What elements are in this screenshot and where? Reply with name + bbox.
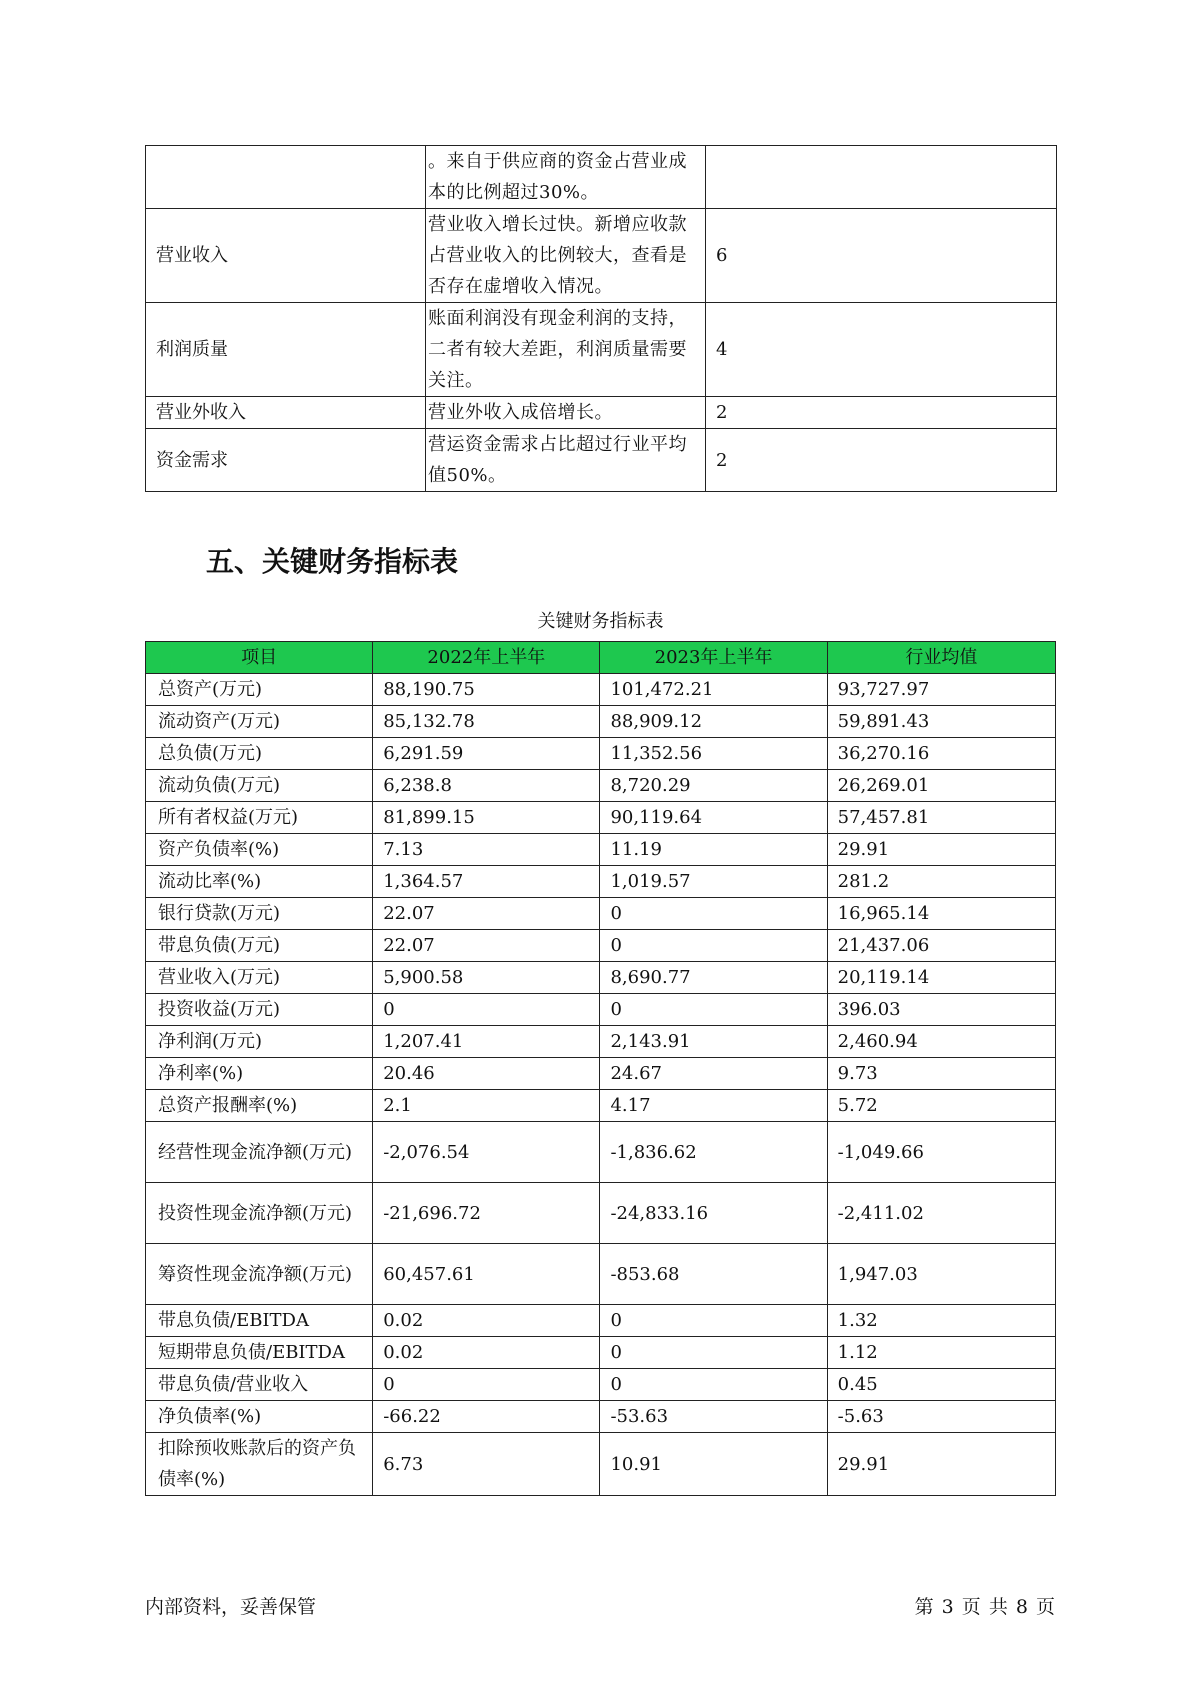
- value-industry-avg-cell: 36,270.16: [827, 738, 1055, 770]
- value-2022h1-cell: 0.02: [373, 1305, 600, 1337]
- value-2022h1-cell: 2.1: [373, 1090, 600, 1122]
- table-row: [146, 1090, 1056, 1122]
- table-row: [146, 866, 1056, 898]
- risk-description-cell: 营业收入增长过快。新增应收款占营业收入的比例较大，查看是否存在虚增收入情况。: [426, 209, 706, 303]
- indicator-name-cell: 银行贷款(万元): [146, 898, 373, 930]
- table-row: [146, 738, 1056, 770]
- table-row: [146, 303, 1057, 397]
- value-2023h1-cell: 8,690.77: [600, 962, 827, 994]
- indicator-name-cell: 短期带息负债/EBITDA: [146, 1337, 373, 1369]
- table-row: [146, 834, 1056, 866]
- indicator-name-cell: 扣除预收账款后的资产负债率(%): [146, 1433, 373, 1496]
- table-header-row: [146, 642, 1056, 674]
- indicator-name-cell: 带息负债/EBITDA: [146, 1305, 373, 1337]
- value-industry-avg-cell: 57,457.81: [827, 802, 1055, 834]
- indicator-name-cell: 投资性现金流净额(万元): [146, 1183, 373, 1244]
- table-row: [146, 706, 1056, 738]
- value-2023h1-cell: 101,472.21: [600, 674, 827, 706]
- value-2022h1-cell: 22.07: [373, 930, 600, 962]
- value-2023h1-cell: 24.67: [600, 1058, 827, 1090]
- risk-item-cell: 营业外收入: [146, 397, 426, 429]
- indicator-name-cell: 总资产报酬率(%): [146, 1090, 373, 1122]
- footer-confidential-note: 内部资料，妥善保管: [145, 1596, 317, 1618]
- value-industry-avg-cell: 21,437.06: [827, 930, 1055, 962]
- risk-item-cell: 利润质量: [146, 303, 426, 397]
- table-row: [146, 1058, 1056, 1090]
- risk-score-cell: 2: [706, 429, 1057, 492]
- table-row: [146, 1433, 1056, 1496]
- risk-item-cell: 营业收入: [146, 209, 426, 303]
- value-2022h1-cell: 6,238.8: [373, 770, 600, 802]
- value-2022h1-cell: 81,899.15: [373, 802, 600, 834]
- risk-description-cell: 。来自于供应商的资金占营业成本的比例超过30%。: [426, 146, 706, 209]
- header-item: 项目: [146, 642, 373, 674]
- value-2022h1-cell: 1,207.41: [373, 1026, 600, 1058]
- value-2023h1-cell: 0: [600, 994, 827, 1026]
- value-industry-avg-cell: 16,965.14: [827, 898, 1055, 930]
- table-row: [146, 1244, 1056, 1305]
- risk-description-cell: 营业外收入成倍增长。: [426, 397, 706, 429]
- risk-score-cell: [706, 146, 1057, 209]
- value-2022h1-cell: 6,291.59: [373, 738, 600, 770]
- table-row: [146, 770, 1056, 802]
- table-row: [146, 209, 1057, 303]
- value-industry-avg-cell: 5.72: [827, 1090, 1055, 1122]
- value-2022h1-cell: 1,364.57: [373, 866, 600, 898]
- table-row: [146, 1183, 1056, 1244]
- header-2022h1: 2022年上半年: [373, 642, 600, 674]
- value-2023h1-cell: 88,909.12: [600, 706, 827, 738]
- value-2023h1-cell: 8,720.29: [600, 770, 827, 802]
- value-2023h1-cell: 0: [600, 1369, 827, 1401]
- value-industry-avg-cell: 93,727.97: [827, 674, 1055, 706]
- value-industry-avg-cell: 1.32: [827, 1305, 1055, 1337]
- table-row: [146, 1337, 1056, 1369]
- indicator-name-cell: 带息负债/营业收入: [146, 1369, 373, 1401]
- table-row: [146, 802, 1056, 834]
- value-2023h1-cell: 1,019.57: [600, 866, 827, 898]
- value-industry-avg-cell: 20,119.14: [827, 962, 1055, 994]
- indicator-name-cell: 净负债率(%): [146, 1401, 373, 1433]
- key-financial-indicators-table: [145, 641, 1056, 1496]
- table-row: [146, 994, 1056, 1026]
- indicator-name-cell: 总负债(万元): [146, 738, 373, 770]
- indicator-name-cell: 投资收益(万元): [146, 994, 373, 1026]
- indicator-name-cell: 筹资性现金流净额(万元): [146, 1244, 373, 1305]
- risk-description-cell: 账面利润没有现金利润的支持，二者有较大差距，利润质量需要关注。: [426, 303, 706, 397]
- value-2023h1-cell: -53.63: [600, 1401, 827, 1433]
- risk-item-cell: 资金需求: [146, 429, 426, 492]
- indicator-name-cell: 流动比率(%): [146, 866, 373, 898]
- value-2022h1-cell: 0: [373, 994, 600, 1026]
- value-2023h1-cell: 11.19: [600, 834, 827, 866]
- value-2022h1-cell: 6.73: [373, 1433, 600, 1496]
- value-2022h1-cell: 60,457.61: [373, 1244, 600, 1305]
- value-2022h1-cell: -66.22: [373, 1401, 600, 1433]
- value-2023h1-cell: 0: [600, 898, 827, 930]
- table-row: [146, 674, 1056, 706]
- value-2023h1-cell: 10.91: [600, 1433, 827, 1496]
- indicator-name-cell: 总资产(万元): [146, 674, 373, 706]
- footer-page-number: 第 3 页 共 8 页: [914, 1596, 1056, 1618]
- value-2023h1-cell: 0: [600, 930, 827, 962]
- value-2022h1-cell: 7.13: [373, 834, 600, 866]
- table-row: [146, 962, 1056, 994]
- value-industry-avg-cell: 0.45: [827, 1369, 1055, 1401]
- table-row: [146, 898, 1056, 930]
- table-row: [146, 1401, 1056, 1433]
- value-industry-avg-cell: 396.03: [827, 994, 1055, 1026]
- value-2022h1-cell: 0.02: [373, 1337, 600, 1369]
- value-2022h1-cell: -21,696.72: [373, 1183, 600, 1244]
- indicator-name-cell: 资产负债率(%): [146, 834, 373, 866]
- value-industry-avg-cell: 9.73: [827, 1058, 1055, 1090]
- value-industry-avg-cell: 29.91: [827, 1433, 1055, 1496]
- indicator-name-cell: 流动资产(万元): [146, 706, 373, 738]
- value-industry-avg-cell: 2,460.94: [827, 1026, 1055, 1058]
- value-industry-avg-cell: 59,891.43: [827, 706, 1055, 738]
- risk-score-cell: 2: [706, 397, 1057, 429]
- table-row: [146, 397, 1057, 429]
- header-industry-avg: 行业均值: [827, 642, 1055, 674]
- header-2023h1: 2023年上半年: [600, 642, 827, 674]
- value-industry-avg-cell: 29.91: [827, 834, 1055, 866]
- indicator-name-cell: 净利率(%): [146, 1058, 373, 1090]
- value-2023h1-cell: -853.68: [600, 1244, 827, 1305]
- table-caption: 关键财务指标表: [537, 611, 664, 632]
- value-industry-avg-cell: 1,947.03: [827, 1244, 1055, 1305]
- value-2023h1-cell: 11,352.56: [600, 738, 827, 770]
- risk-description-cell: 营运资金需求占比超过行业平均值50%。: [426, 429, 706, 492]
- value-2022h1-cell: 22.07: [373, 898, 600, 930]
- table-row: [146, 1369, 1056, 1401]
- value-2022h1-cell: 85,132.78: [373, 706, 600, 738]
- value-2022h1-cell: 5,900.58: [373, 962, 600, 994]
- indicator-name-cell: 流动负债(万元): [146, 770, 373, 802]
- risk-factor-table: [145, 145, 1057, 492]
- indicator-name-cell: 带息负债(万元): [146, 930, 373, 962]
- value-2023h1-cell: 0: [600, 1337, 827, 1369]
- value-2023h1-cell: -1,836.62: [600, 1122, 827, 1183]
- section-heading: 五、关键财务指标表: [206, 545, 459, 578]
- table-row: [146, 1026, 1056, 1058]
- value-industry-avg-cell: 1.12: [827, 1337, 1055, 1369]
- table-row: [146, 146, 1057, 209]
- table-row: [146, 1122, 1056, 1183]
- indicator-name-cell: 营业收入(万元): [146, 962, 373, 994]
- indicator-name-cell: 所有者权益(万元): [146, 802, 373, 834]
- value-2023h1-cell: 2,143.91: [600, 1026, 827, 1058]
- risk-score-cell: 4: [706, 303, 1057, 397]
- indicator-name-cell: 净利润(万元): [146, 1026, 373, 1058]
- value-2022h1-cell: 20.46: [373, 1058, 600, 1090]
- value-2023h1-cell: -24,833.16: [600, 1183, 827, 1244]
- value-2023h1-cell: 90,119.64: [600, 802, 827, 834]
- value-industry-avg-cell: 281.2: [827, 866, 1055, 898]
- value-2022h1-cell: 0: [373, 1369, 600, 1401]
- table-row: [146, 930, 1056, 962]
- value-2022h1-cell: 88,190.75: [373, 674, 600, 706]
- table-row: [146, 1305, 1056, 1337]
- indicator-name-cell: 经营性现金流净额(万元): [146, 1122, 373, 1183]
- value-industry-avg-cell: -5.63: [827, 1401, 1055, 1433]
- value-industry-avg-cell: -2,411.02: [827, 1183, 1055, 1244]
- value-industry-avg-cell: -1,049.66: [827, 1122, 1055, 1183]
- table-row: [146, 429, 1057, 492]
- value-2023h1-cell: 4.17: [600, 1090, 827, 1122]
- value-industry-avg-cell: 26,269.01: [827, 770, 1055, 802]
- value-2023h1-cell: 0: [600, 1305, 827, 1337]
- value-2022h1-cell: -2,076.54: [373, 1122, 600, 1183]
- risk-item-cell: [146, 146, 426, 209]
- risk-score-cell: 6: [706, 209, 1057, 303]
